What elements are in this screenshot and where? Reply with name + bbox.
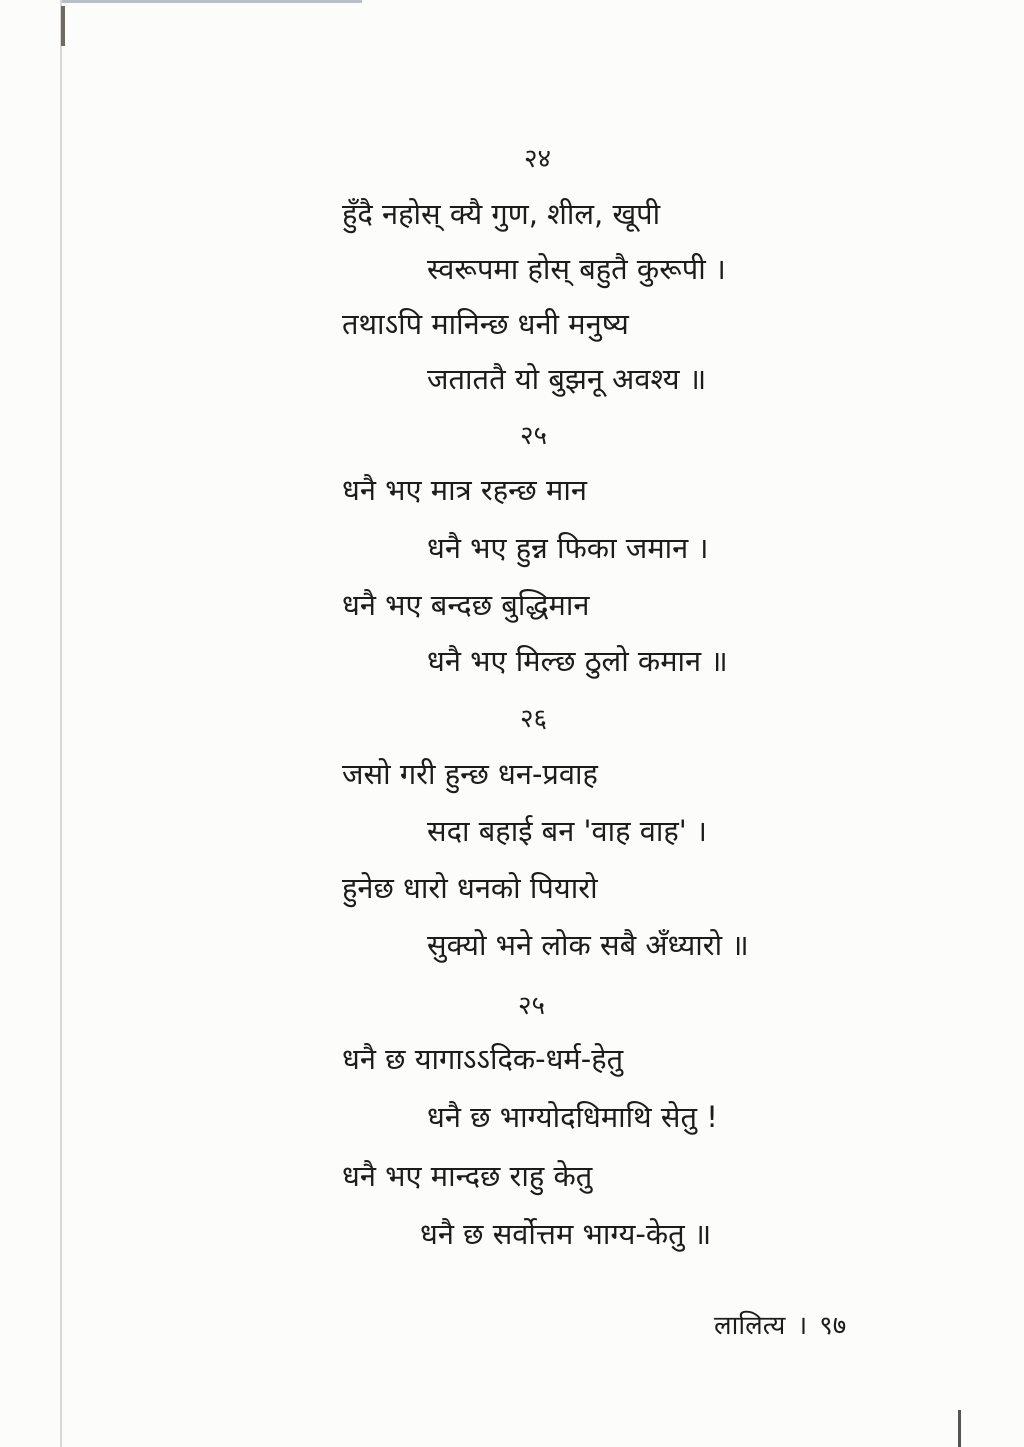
verse-line: जताततै यो बुझनू अवश्य ॥ (427, 362, 707, 396)
verse-line: हुनेछ धारो धनको पियारो (342, 871, 598, 905)
verse-line: जसो गरी हुन्छ धन-प्रवाह (342, 757, 598, 791)
verse-number: २६ (520, 704, 548, 734)
verse-line: सुक्यो भने लोक सबै अँध्यारो ॥ (427, 928, 749, 962)
verse-line: धनै भए मान्दछ राहु केतु (342, 1159, 593, 1193)
verse-line: धनै भए मिल्छ ठुलो कमान ॥ (427, 644, 728, 678)
verse-line: धनै भए मात्र रहन्छ मान (342, 473, 587, 507)
book-title: लालित्य (714, 1311, 786, 1341)
verse-line: धनै छ यागाऽऽदिक-धर्म-हेतु (342, 1042, 624, 1076)
page-corner-mark (61, 6, 65, 46)
verse-line: सदा बहाई बन 'वाह वाह' । (427, 814, 707, 848)
verse-line: तथाऽपि मानिन्छ धनी मनुष्य (342, 307, 629, 341)
page-edge-line (60, 0, 62, 1447)
verse-number: २४ (524, 144, 552, 174)
verse-line: स्वरूपमा होस् बहुतै कुरूपी । (427, 252, 726, 286)
verse-line: धनै भए बन्दछ बुद्धिमान (342, 588, 590, 622)
verse-line: धनै छ भाग्योदधिमाथि सेतु ! (427, 1100, 718, 1134)
page-footer (714, 1308, 846, 1344)
verse-number: २५ (520, 421, 548, 451)
verse-line: धनै भए हुन्न फिका जमान । (427, 531, 709, 565)
verse-number: २५ (518, 991, 546, 1021)
page-top-edge (62, 0, 362, 3)
verse-line: हुँदै नहोस् क्यै गुण, शील, खूपी (342, 197, 661, 231)
page-number: ९७ (819, 1311, 847, 1341)
verse-line: धनै छ सर्वोत्तम भाग्य-केतु ॥ (420, 1217, 712, 1251)
footer-separator: । (797, 1311, 808, 1341)
page-edge-mark (958, 1410, 961, 1447)
